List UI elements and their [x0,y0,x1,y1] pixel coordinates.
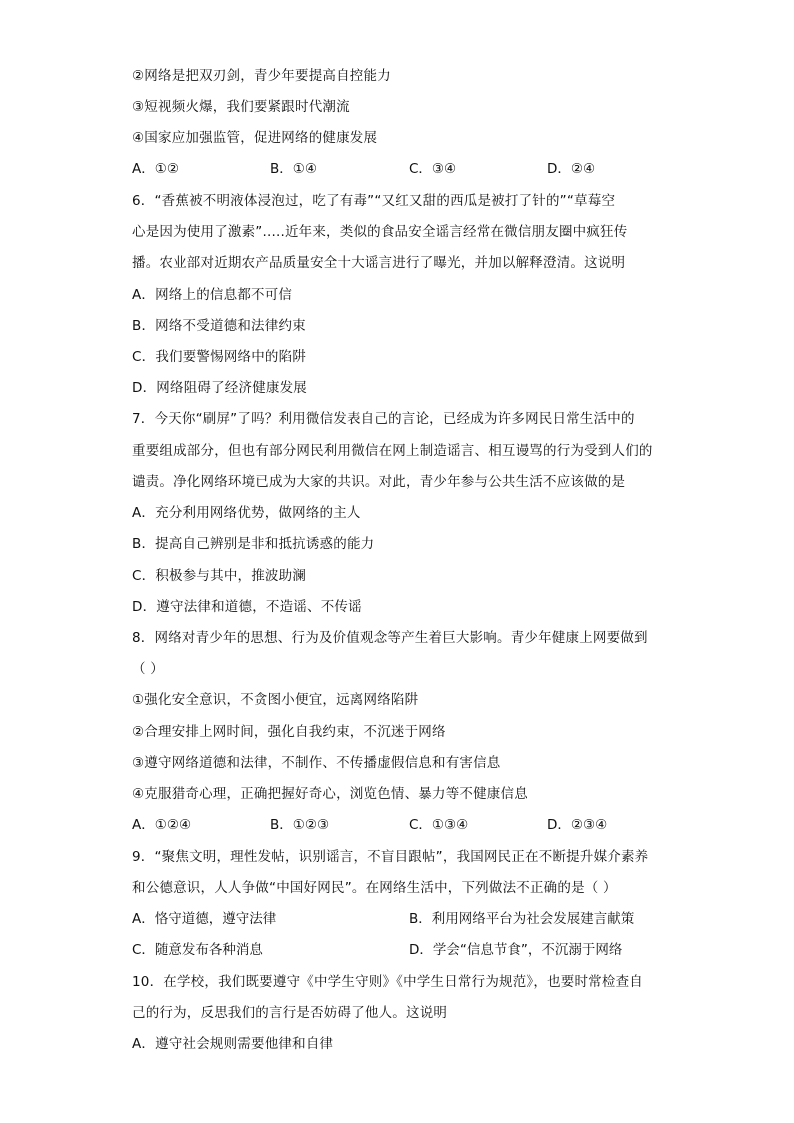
q5-statement-2: ②网络是把双刃剑，青少年要提高自控能力 [132,68,391,84]
q7-stem-line-1: 7．今天你“刷屏”了吗？利用微信发表自己的言论，已经成为许多网民日常生活中的 [132,411,635,427]
q7-option-b: B．提高自己辨别是非和抵抗诱惑的能力 [132,536,375,552]
q5-option-c: C．③④ [409,161,457,177]
q7-stem-line-2: 重要组成部分，但也有部分网民利用微信在网上制造谣言、相互谩骂的行为受到人们的 [132,443,653,459]
q5-option-d: D．②④ [547,161,596,177]
q5-statement-4: ④国家应加强监管，促进网络的健康发展 [132,130,378,146]
q5-option-a: A．①② [132,161,179,177]
q8-option-a: A．①②④ [132,817,192,833]
q9-option-d: D．学会“信息节食”，不沉溺于网络 [409,942,623,958]
q6-option-a: A．网络上的信息都不可信 [132,287,293,303]
q6-option-b: B．网络不受道德和法律约束 [132,318,306,334]
q8-statement-4: ④克服猎奇心理，正确把握好奇心，浏览色情、暴力等不健康信息 [132,786,528,802]
q7-stem-line-3: 谴责。净化网络环境已成为大家的共识。对此，青少年参与公共生活不应该做的是 [132,474,626,490]
q7-option-a: A．充分利用网络优势，做网络的主人 [132,505,361,521]
q8-option-c: C．①③④ [409,817,469,833]
q9-stem-line-1: 9．“聚焦文明，理性发帖，识别谣言，不盲目跟帖”，我国网民正在不断提升媒介素养 [132,849,649,865]
q7-option-c: C．积极参与其中，推波助澜 [132,568,307,584]
q10-option-a: A．遵守社会规则需要他律和自律 [132,1036,334,1052]
q6-stem-line-2: 心是因为使用了激素”.....近年来，类似的食品安全谣言经常在微信朋友圈中疯狂传 [132,224,628,240]
q8-statement-2: ②合理安排上网时间，强化自我约束，不沉迷于网络 [132,724,446,740]
q5-option-b: B．①④ [270,161,317,177]
q5-statement-3: ③短视频火爆，我们要紧跟时代潮流 [132,99,350,115]
q9-option-a: A．恪守道德，遵守法律 [132,911,277,927]
q9-option-b: B．利用网络平台为社会发展建言献策 [409,911,635,927]
q6-option-d: D．网络阻碍了经济健康发展 [132,380,307,396]
q7-option-d: D．遵守法律和道德，不造谣、不传谣 [132,599,362,615]
q9-stem-line-2: 和公德意识，人人争做“中国好网民”。在网络生活中，下列做法不正确的是（ ） [132,880,617,896]
q6-stem-line-3: 播。农业部对近期农产品质量安全十大谣言进行了曝光，并加以解释澄清。这说明 [132,255,626,271]
q10-stem-line-2: 己的行为，反思我们的言行是否妨碍了他人。这说明 [132,1005,448,1021]
q9-option-c: C．随意发布各种消息 [132,942,263,958]
q6-option-c: C．我们要警惕网络中的陷阱 [132,349,307,365]
q8-stem-line-2: （ ） [132,661,164,677]
q8-option-b: B．①②③ [270,817,330,833]
q8-statement-3: ③遵守网络道德和法律，不制作、不传播虚假信息和有害信息 [132,755,501,771]
q8-option-d: D．②③④ [547,817,608,833]
q8-statement-1: ①强化安全意识，不贪图小便宜，远离网络陷阱 [132,692,419,708]
q8-stem-line-1: 8．网络对青少年的思想、行为及价值观念等产生着巨大影响。青少年健康上网要做到 [132,630,648,646]
q6-stem-line-1: 6．“香蕉被不明液体浸泡过，吃了有毒”“又红又甜的西瓜是被打了针的”“草莓空 [132,193,616,209]
q10-stem-line-1: 10．在学校，我们既要遵守《中学生守则》《中学生日常行为规范》，也要时常检查自 [132,974,643,990]
